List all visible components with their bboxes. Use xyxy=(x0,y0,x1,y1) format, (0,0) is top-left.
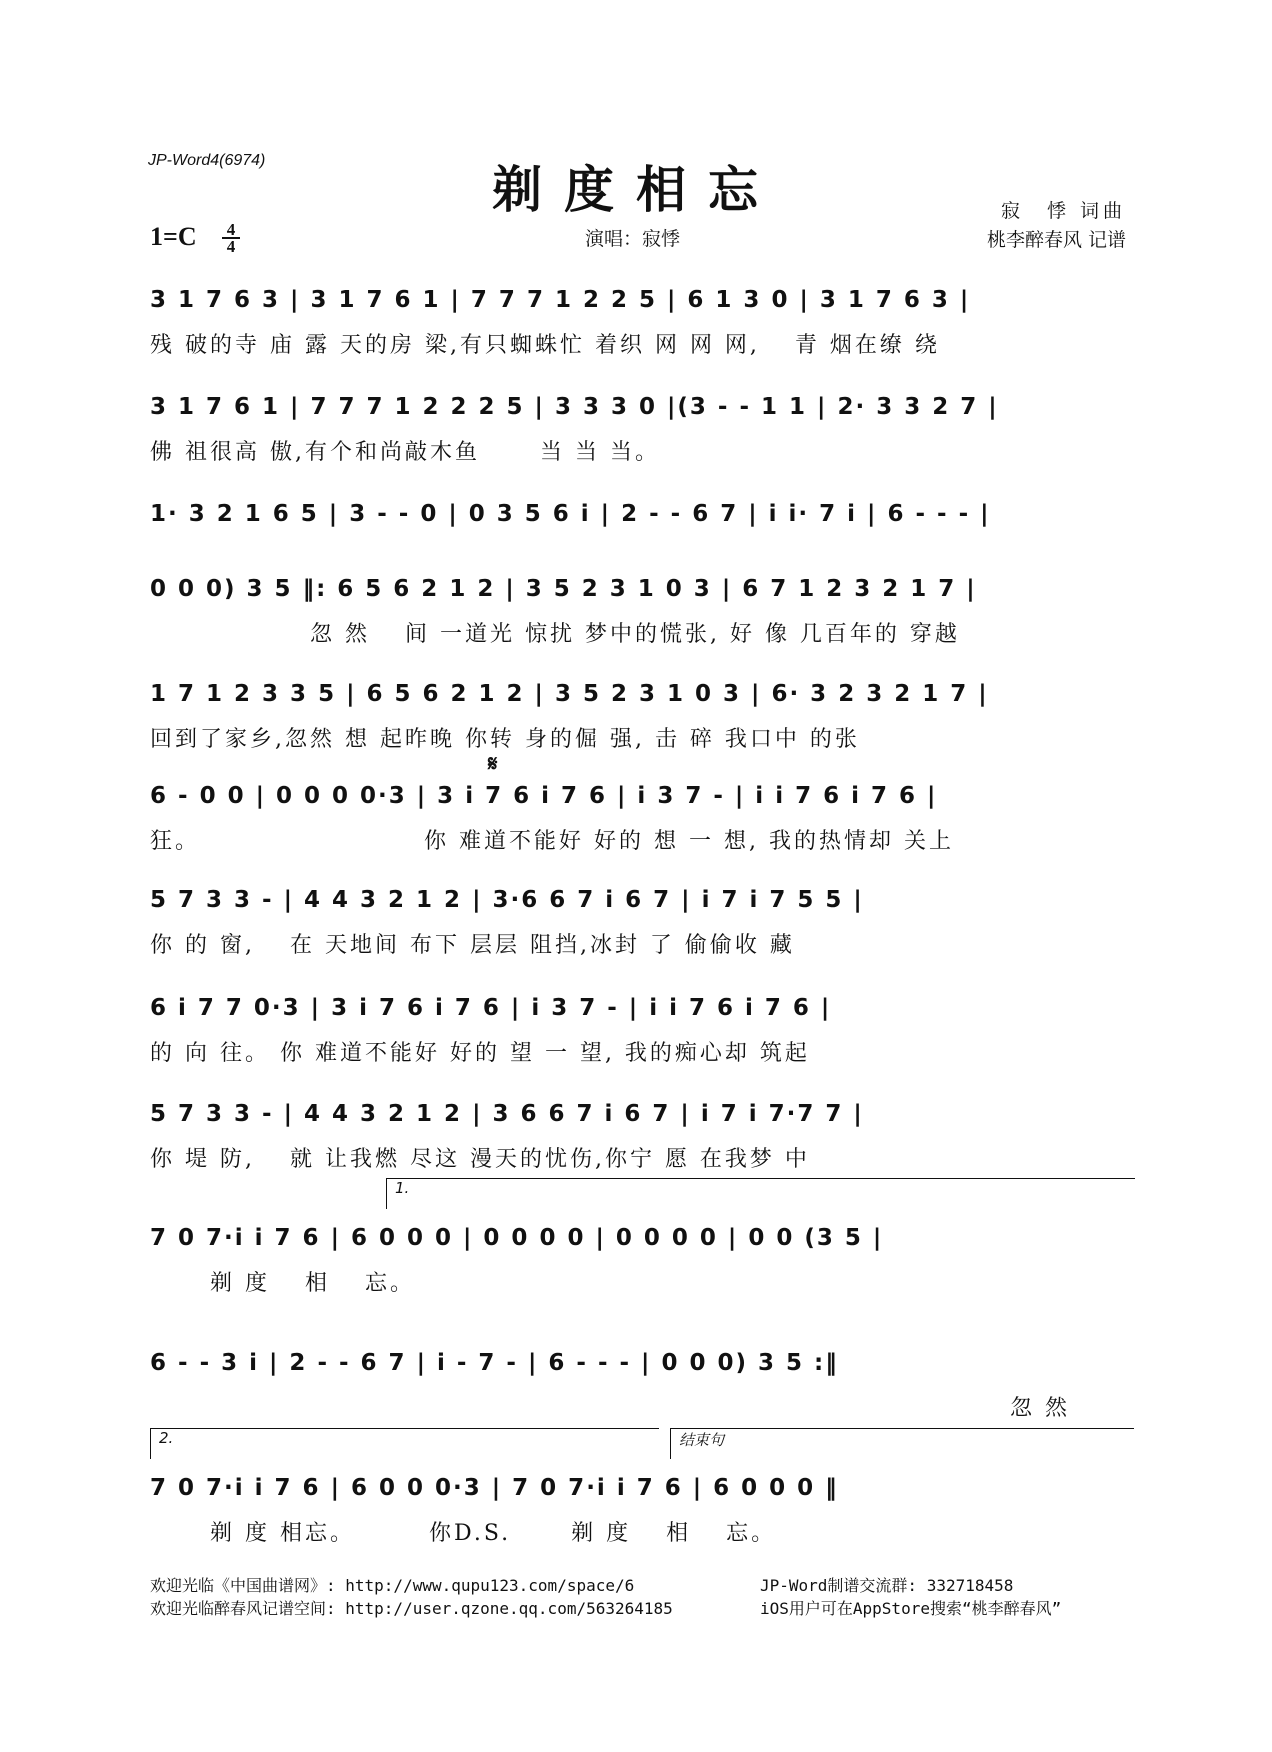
lyrics-line: 的 向 往。 你 难道不能好 好的 望 一 望, 我的痴心却 筑起 xyxy=(150,1041,810,1066)
notes-line: 5 7 3 3 - | 4 4 3 2 1 2 | 3 6 6 7 i 6 7 | i 7 i 7·7 7 | xyxy=(150,1101,864,1127)
notes-line: 1· 3 2 1 6 5 | 3 - - 0 | 0 3 5 6 i | 2 - - 6 7 | i i· 7 i | 6 - - - | xyxy=(150,501,991,527)
lyrics-line: 狂。 你 难道不能好 好的 想 一 想, 我的热情却 关上 xyxy=(150,829,954,854)
notes-line: 6 - 0 0 | 0 0 0 0·3 | 3 i 7 6 i 7 6 | i 3 7 - | i i 7 6 i 7 6 | xyxy=(150,783,938,809)
song-title: 剃度相忘 xyxy=(492,160,780,219)
lyrics-line: 忽 然 间 一道光 惊扰 梦中的慌张, 好 像 几百年的 穿越 xyxy=(150,622,960,647)
time-signature-bottom: 4 xyxy=(226,237,236,256)
notes-line: 6 i 7 7 0·3 | 3 i 7 6 i 7 6 | i 3 7 - | i i 7 6 i 7 6 | xyxy=(150,995,832,1021)
lyrics-line: 剃 度 相 忘。 xyxy=(150,1271,415,1296)
volta-1: 1. xyxy=(386,1178,1135,1209)
time-signature xyxy=(222,222,240,254)
lyrics-line: 忽 然 xyxy=(150,1396,1070,1421)
lyrics-line: 你 堤 防, 就 让我燃 尽这 漫天的忧伤,你宁 愿 在我梦 中 xyxy=(150,1147,810,1172)
footer-group: JP-Word制谱交流群: 332718458 xyxy=(760,1576,1014,1595)
notes-line: 3 1 7 6 3 | 3 1 7 6 1 | 7 7 7 1 2 2 5 | 6 1 3 0 | 3 1 7 6 3 | xyxy=(150,287,971,313)
lyrics-line: 佛 祖很高 傲,有个和尚敲木鱼 当 当 当。 xyxy=(150,440,660,465)
lyrics-line: 回到了家乡,忽然 想 起昨晚 你转 身的倔 强, 击 碎 我口中 的张 xyxy=(150,727,860,752)
lyrics-line: 残 破的寺 庙 露 天的房 梁,有只蜘蛛忙 着织 网 网 网, 青 烟在缭 绕 xyxy=(150,333,940,358)
notes-line: 6 - - 3 i | 2 - - 6 7 | i - 7 - | 6 - - - | 0 0 0) 3 5 :‖ xyxy=(150,1350,839,1376)
notes-line: 7 0 7·i i 7 6 | 6 0 0 0·3 | 7 0 7·i i 7 6 | 6 0 0 0 ‖ xyxy=(150,1475,839,1501)
footer-appstore: iOS用户可在AppStore搜索“桃李醉春风” xyxy=(760,1599,1062,1618)
lyrics-line: 剃 度 相忘。 你D.S. 剃 度 相 忘。 xyxy=(150,1521,777,1546)
volta-2: 2. xyxy=(150,1428,659,1459)
segno-sign: 𝄋 xyxy=(488,752,498,777)
lyrics-credit: 寂 悸 词曲 xyxy=(1000,200,1126,222)
transcriber-credit: 桃李醉春风 记谱 xyxy=(986,229,1126,251)
lyrics-line: 你 的 窗, 在 天地间 布下 层层 阻挡,冰封 了 偷偷收 藏 xyxy=(150,933,795,958)
singer: 演唱：寂悸 xyxy=(585,228,681,250)
time-signature-top: 4 xyxy=(222,222,240,239)
notes-line: 1 7 1 2 3 3 5 | 6 5 6 2 1 2 | 3 5 2 3 1 0 3 | 6· 3 2 3 2 1 7 | xyxy=(150,681,989,707)
notes-line: 0 0 0) 3 5 ‖: 6 5 6 2 1 2 | 3 5 2 3 1 0 3 | 6 7 1 2 3 2 1 7 | xyxy=(150,576,977,602)
notes-line: 3 1 7 6 1 | 7 7 7 1 2 2 2 5 | 3 3 3 0 |(3 - - 1 1 | 2· 3 3 2 7 | xyxy=(150,394,999,420)
notes-line: 7 0 7·i i 7 6 | 6 0 0 0 | 0 0 0 0 | 0 0 0 0 | 0 0 (3 5 | xyxy=(150,1225,884,1251)
key-signature: 1=C xyxy=(150,222,197,251)
source-label: JP-Word4(6974) xyxy=(148,152,266,169)
footer-link-1[interactable]: 欢迎光临《中国曲谱网》: http://www.qupu123.com/space/6 xyxy=(150,1576,635,1595)
footer-link-2[interactable]: 欢迎光临醉春风记谱空间: http://user.qzone.qq.com/563264185 xyxy=(150,1599,673,1618)
notes-line: 5 7 3 3 - | 4 4 3 2 1 2 | 3·6 6 7 i 6 7 | i 7 i 7 5 5 | xyxy=(150,887,864,913)
coda-label: 结束句 xyxy=(670,1428,1134,1459)
